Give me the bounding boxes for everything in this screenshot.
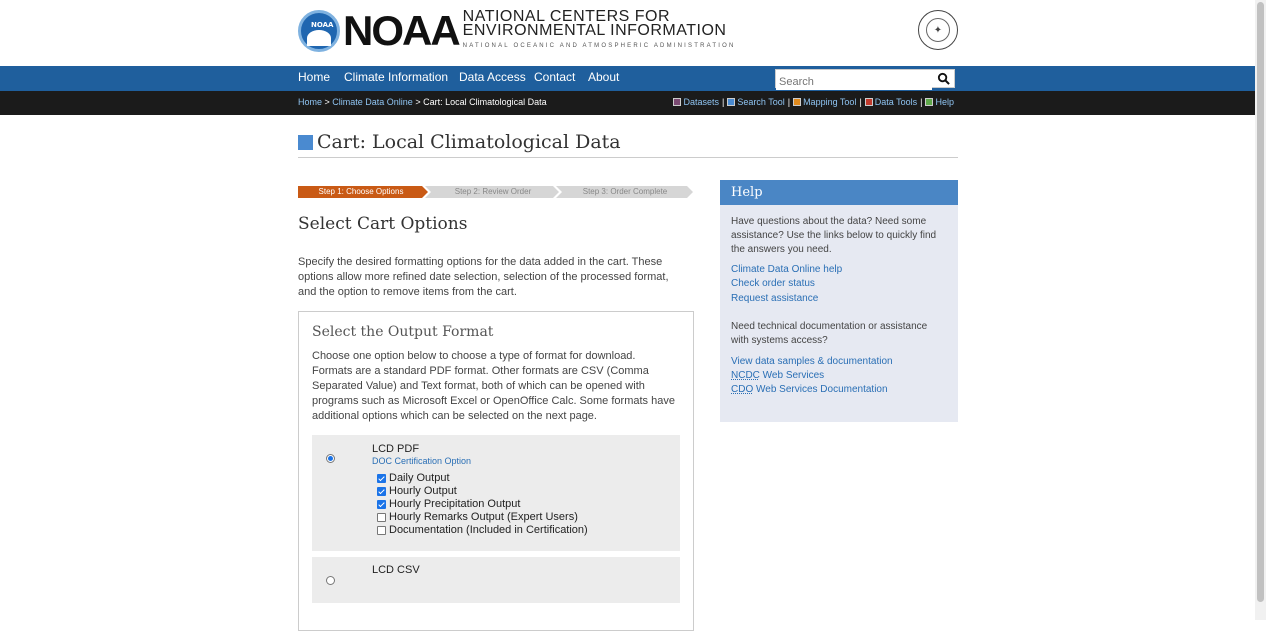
logo-line-2: ENVIRONMENTAL INFORMATION (462, 21, 727, 39)
link-text: Web Services Documentation (753, 384, 888, 395)
breadcrumb-current: Cart: Local Climatological Data (423, 97, 547, 107)
noaa-emblem-icon: NOAA (298, 10, 340, 52)
tool-data-tools[interactable] (865, 97, 917, 107)
page-title (298, 131, 621, 153)
doc-certification-link[interactable]: DOC Certification Option (372, 456, 472, 466)
scrollbar-thumb[interactable] (1257, 2, 1264, 602)
datasets-icon (673, 98, 681, 106)
help-intro-2: Need technical documentation or assistance with systems access? (731, 321, 928, 346)
tools-bar (673, 97, 954, 107)
help-link-data-samples[interactable]: View data samples & documentation (731, 356, 893, 367)
help-link-cdo-web-services[interactable] (731, 383, 888, 397)
checkbox-hourly-precipitation[interactable] (377, 498, 520, 510)
output-format-panel (298, 311, 694, 631)
breadcrumb (298, 97, 547, 107)
tool-help[interactable] (925, 97, 954, 107)
tool-search[interactable] (727, 97, 784, 107)
radio-lcd-pdf[interactable] (326, 454, 335, 463)
checkbox[interactable] (377, 500, 386, 509)
logo-line-1: NATIONAL CENTERS FOR (462, 7, 671, 25)
intro-text: Specify the desired formatting options for the data added in the cart. These options allow more refined date selection, selection of the processed format, and the option to remove items from the cart. (298, 256, 669, 298)
help-link-ncdc-web-services[interactable] (731, 369, 824, 383)
search-icon[interactable] (937, 72, 950, 85)
tool-label: Datasets (683, 97, 719, 107)
nav-about[interactable]: About (588, 70, 620, 84)
output-format-heading: Select the Output Format (312, 324, 494, 340)
tool-label: Data Tools (874, 97, 918, 107)
title-divider (298, 157, 958, 158)
help-link-cdo-help[interactable]: Climate Data Online help (731, 264, 843, 275)
step-progress (298, 186, 693, 198)
noaa-logo[interactable] (298, 8, 736, 54)
radio-lcd-csv[interactable] (326, 576, 335, 585)
cdo-abbr: CDO (731, 384, 754, 395)
logo-line-3: NATIONAL OCEANIC AND ATMOSPHERIC ADMINISTRATION (462, 42, 736, 49)
tool-divider: | (722, 97, 725, 107)
checkbox-documentation[interactable] (377, 524, 588, 536)
search-input[interactable] (776, 74, 932, 90)
step-3: Step 3: Order Complete (582, 187, 668, 196)
section-heading: Select Cart Options (298, 214, 468, 234)
search-tool-icon (727, 98, 735, 106)
tool-label: Help (935, 97, 954, 107)
search-box (775, 69, 955, 88)
help-panel (720, 180, 958, 422)
output-format-description: Choose one option below to choose a type of format for download. Formats are a standard PDF format. Other formats are CSV (Comma Separated Value) and Text format, both of which can be opened with programs such as Microsoft Excel or OpenOffice Calc. Some formats have additional options which can be selected on the next page. (312, 350, 675, 422)
checkbox-hourly-output[interactable] (377, 485, 457, 497)
option-title: LCD PDF (372, 443, 420, 455)
nav-data-access[interactable]: Data Access (459, 70, 526, 84)
help-icon (925, 98, 933, 106)
doc-seal-icon: ✦ (918, 10, 958, 50)
step-1: Step 1: Choose Options (318, 187, 404, 196)
checkbox-daily-output[interactable] (377, 472, 450, 484)
tool-label: Search Tool (737, 97, 785, 107)
logo-text (462, 7, 736, 53)
step-2: Step 2: Review Order (454, 187, 532, 196)
checkbox-label: Hourly Output (389, 485, 457, 497)
checkbox[interactable] (377, 487, 386, 496)
link-text: Web Services (759, 370, 825, 381)
tool-divider: | (920, 97, 923, 107)
breadcrumb-home[interactable]: Home (298, 97, 323, 107)
tool-label: Mapping Tool (803, 97, 857, 107)
checkbox[interactable] (377, 526, 386, 535)
site-header (0, 0, 1255, 66)
breadcrumb-sep: > (322, 97, 333, 107)
nav-home[interactable]: Home (298, 70, 331, 84)
logo-wordmark: NOAA (343, 7, 459, 54)
page-title-text: Cart: Local Climatological Data (317, 131, 621, 153)
main-nav (0, 66, 1255, 91)
option-title: LCD CSV (372, 564, 420, 576)
tool-divider: | (859, 97, 862, 107)
checkbox-label: Documentation (Included in Certification) (389, 524, 588, 536)
checkbox-hourly-remarks[interactable] (377, 511, 578, 523)
option-lcd-csv[interactable] (312, 557, 680, 603)
tool-mapping[interactable] (793, 97, 856, 107)
tool-datasets[interactable] (673, 97, 719, 107)
nav-contact[interactable]: Contact (534, 70, 576, 84)
nav-climate-information[interactable]: Climate Information (344, 70, 449, 84)
mapping-tool-icon (793, 98, 801, 106)
help-intro: Have questions about the data? Need some assistance? Use the links below to quickly find the answers you need. (731, 216, 937, 255)
help-heading: Help (720, 180, 958, 205)
data-tools-icon (865, 98, 873, 106)
help-link-request-assistance[interactable]: Request assistance (731, 293, 819, 304)
breadcrumb-cdo[interactable]: Climate Data Online (332, 97, 413, 107)
option-lcd-pdf[interactable] (312, 435, 680, 551)
checkbox-label: Hourly Remarks Output (Expert Users) (389, 511, 578, 523)
breadcrumb-bar (0, 91, 1255, 115)
checkbox-label: Daily Output (389, 472, 450, 484)
title-square-icon (298, 135, 313, 150)
checkbox-label: Hourly Precipitation Output (389, 498, 521, 510)
page-scrollbar[interactable] (1255, 0, 1266, 620)
tool-divider: | (787, 97, 791, 107)
checkbox[interactable] (377, 513, 386, 522)
checkbox[interactable] (377, 474, 386, 483)
breadcrumb-sep: > (412, 97, 424, 107)
ncdc-abbr: NCDC (731, 370, 760, 381)
help-link-order-status[interactable]: Check order status (731, 278, 815, 289)
